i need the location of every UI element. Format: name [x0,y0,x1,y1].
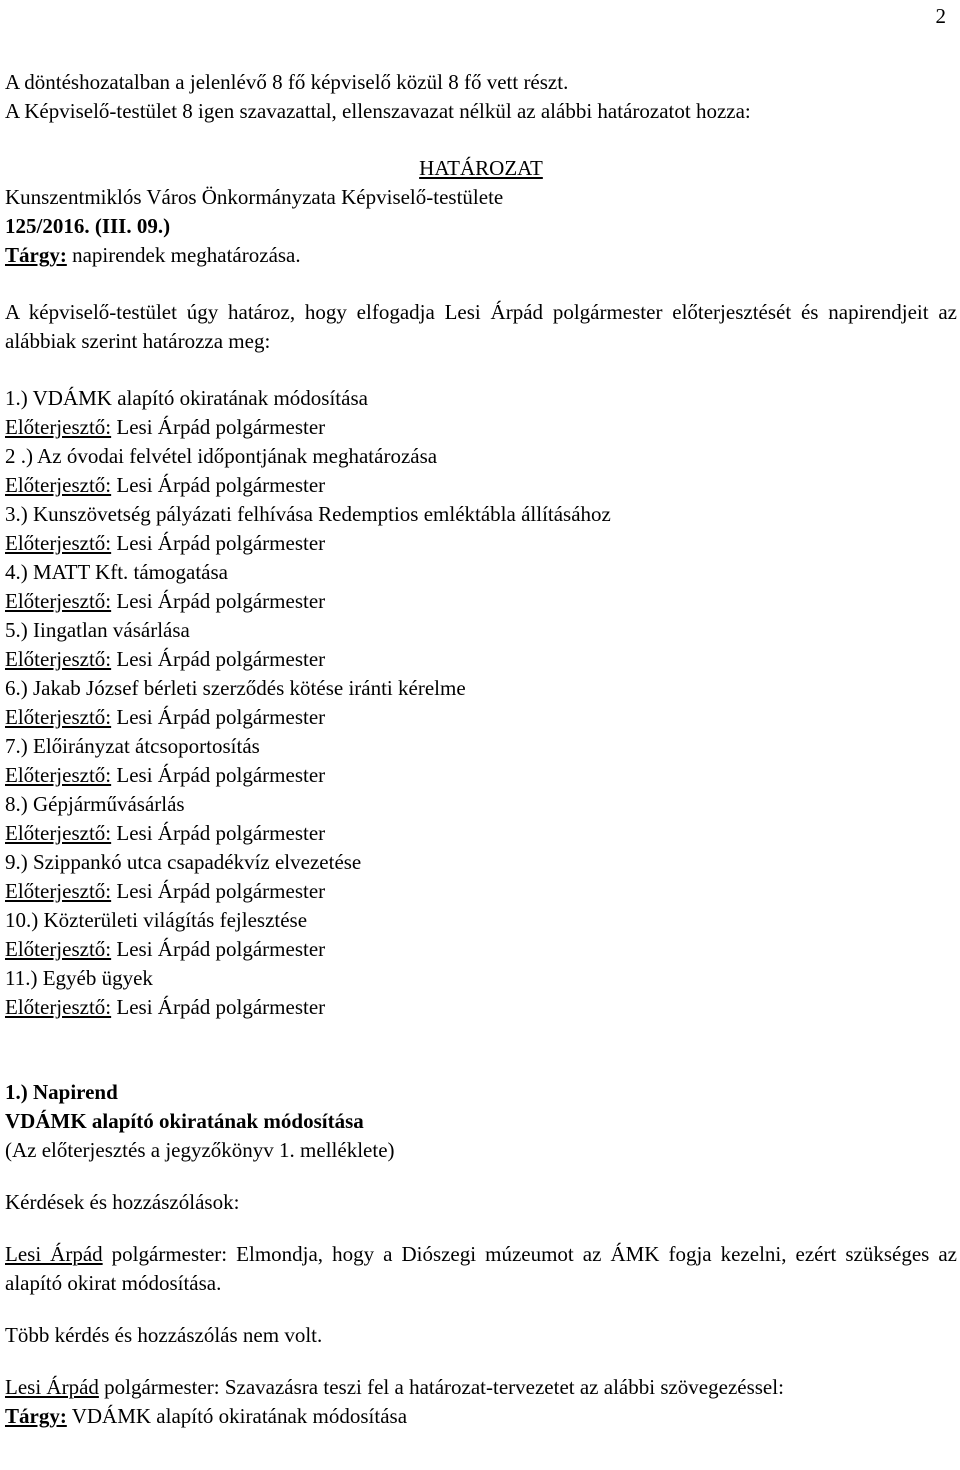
presenter-name: Lesi Árpád polgármester [111,589,326,613]
agenda-item-title: 8.) Gépjárművásárlás [5,792,185,816]
agenda-item-title: 11.) Egyéb ügyek [5,966,153,990]
section-title: VDÁMK alapító okiratának módosítása [5,1109,364,1133]
agenda-item-presenter [5,645,957,674]
presenter-name: Lesi Árpád polgármester [111,531,326,555]
mayor-vote-call [5,1373,957,1402]
attendance-text: A döntéshozatalban a jelenlévő 8 fő képviselő közül 8 fő vett részt. [5,70,569,94]
presenter-label: Előterjesztő: [5,937,112,961]
section-heading: 1.) Napirend [5,1080,118,1104]
agenda-item-presenter [5,877,957,906]
agenda-item-presenter [5,761,957,790]
presenter-name: Lesi Árpád polgármester [111,647,326,671]
presenter-name: Lesi Árpád polgármester [111,995,326,1019]
subject-text: napirendek meghatározása. [66,243,301,267]
agenda-item-title: 7.) Előirányzat átcsoportosítás [5,734,260,758]
resolution-body: Kunszentmiklós Város Önkormányzata Képviselő-testülete [5,185,504,209]
document-body [5,68,957,1431]
no-more-questions: Több kérdés és hozzászólás nem volt. [5,1323,323,1347]
presenter-name: Lesi Árpád polgármester [111,415,326,439]
vote-result-text: A Képviselő-testület 8 igen szavazattal, ellenszavazat nélkül az alábbi határozatot hozza: [5,99,751,123]
presenter-label: Előterjesztő: [5,821,112,845]
page-number: 2 [935,4,946,28]
subject-label: Tárgy: [5,243,67,267]
presenter-name: Lesi Árpád polgármester [111,821,326,845]
presenter-label: Előterjesztő: [5,647,112,671]
attachment-note: (Az előterjesztés a jegyzőkönyv 1. melléklete) [5,1138,395,1162]
resolution-number: 125/2016. (III. 09.) [5,214,171,238]
presenter-label: Előterjesztő: [5,473,112,497]
agenda-item-title: 3.) Kunszövetség pályázati felhívása Redemptios emléktábla állításához [5,502,611,526]
agenda-item-presenter [5,471,957,500]
decision-text: A képviselő-testület úgy határoz, hogy elfogadja Lesi Árpád polgármester előterjesztését és napirendjeit az alábbiak szerint határozza meg: [5,300,957,353]
agenda-item-title: 10.) Közterületi világítás fejlesztése [5,908,308,932]
presenter-label: Előterjesztő: [5,705,112,729]
presenter-name: Lesi Árpád polgármester [111,705,326,729]
draft-subject [5,1402,957,1431]
speaker-name: Lesi Árpád [5,1375,99,1399]
draft-subject-label: Tárgy: [5,1404,67,1428]
mayor-statement [5,1240,957,1298]
agenda-item-presenter [5,819,957,848]
presenter-label: Előterjesztő: [5,531,112,555]
agenda-item-presenter [5,413,957,442]
statement-text: polgármester: Elmondja, hogy a Diószegi múzeumot az ÁMK fogja kezelni, ezért szükséges az alapító okirat módosítása. [5,1242,957,1295]
resolution-subject [5,241,957,270]
agenda-item-presenter [5,587,957,616]
presenter-label: Előterjesztő: [5,415,112,439]
presenter-label: Előterjesztő: [5,763,112,787]
presenter-name: Lesi Árpád polgármester [111,473,326,497]
agenda-item-title: 2 .) Az óvodai felvétel időpontjának meghatározása [5,444,438,468]
agenda-item-title: 9.) Szippankó utca csapadékvíz elvezetése [5,850,362,874]
agenda-list [5,384,957,1022]
agenda-item-title: 6.) Jakab József bérleti szerződés kötése iránti kérelme [5,676,466,700]
resolution-heading: HATÁROZAT [419,156,543,180]
presenter-name: Lesi Árpád polgármester [111,879,326,903]
agenda-item-presenter [5,529,957,558]
speaker-name: Lesi Árpád [5,1242,103,1266]
presenter-label: Előterjesztő: [5,879,112,903]
presenter-name: Lesi Árpád polgármester [111,763,326,787]
presenter-label: Előterjesztő: [5,995,112,1019]
draft-subject-text: VDÁMK alapító okiratának módosítása [66,1404,408,1428]
vote-call-text: polgármester: Szavazásra teszi fel a határozat-tervezetet az alábbi szövegezéssel: [98,1375,784,1399]
presenter-name: Lesi Árpád polgármester [111,937,326,961]
agenda-item-title: 1.) VDÁMK alapító okiratának módosítása [5,386,368,410]
agenda-item-title: 5.) Iingatlan vásárlása [5,618,190,642]
agenda-item-presenter [5,993,957,1022]
agenda-item-presenter [5,703,957,732]
questions-label: Kérdések és hozzászólások: [5,1190,240,1214]
agenda-item-presenter [5,935,957,964]
agenda-item-title: 4.) MATT Kft. támogatása [5,560,228,584]
presenter-label: Előterjesztő: [5,589,112,613]
